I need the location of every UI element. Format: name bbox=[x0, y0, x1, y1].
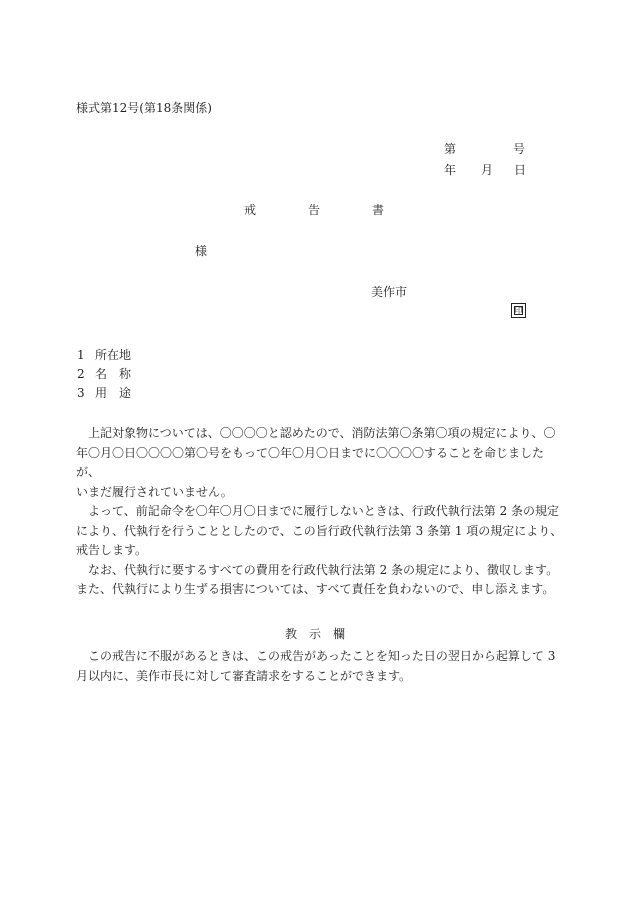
item-number: 2 bbox=[77, 367, 85, 381]
item-number: 3 bbox=[77, 386, 85, 400]
property-items-list bbox=[77, 346, 131, 403]
seal-icon bbox=[511, 303, 526, 318]
body-paragraphs: 上記対象物については、〇〇〇〇と認めたので、消防法第〇条第〇項の規定により、〇 年〇月〇日〇〇〇〇第〇号をもって〇年〇月〇日までに〇〇〇〇することを命じましたが、 いまだ履行されていません。 よって、前記命令を〇年〇月〇日までに履行しないときは、行政代執行法第 2 条の規定 により、代執行を行うこととしたので、この旨行政代執行法第 3 条第 1 項の規定により、 戒告します。 なお、代執行に要するすべての費用を行政代執行法第 2 条の規定により、徴収します。 また、代執行により生ずる損害については、すべて責任を負わないので、申し添えます。 bbox=[76, 426, 563, 596]
title-char-3: 書 bbox=[372, 203, 385, 217]
notice-section-title: 教 示 欄 bbox=[285, 627, 346, 641]
form-number: 様式第12号(第18条関係) bbox=[76, 101, 212, 115]
date-month-label: 月 bbox=[481, 163, 494, 177]
list-item bbox=[77, 346, 131, 365]
addressee-honorific: 様 bbox=[195, 244, 208, 258]
document-title bbox=[244, 204, 384, 216]
date-day-label: 日 bbox=[514, 163, 527, 177]
title-char-1: 戒 bbox=[244, 203, 257, 217]
list-item bbox=[77, 365, 131, 384]
list-item bbox=[77, 384, 131, 403]
seal-char: 印 bbox=[514, 306, 523, 315]
item-number: 1 bbox=[77, 348, 85, 362]
item-label: 名 称 bbox=[95, 367, 132, 381]
notice-text: この戒告に不服があるときは、この戒告があったことを知った日の翌日から起算して 3 月以内に、美作市長に対して審査請求をすることができます。 bbox=[76, 649, 556, 683]
item-label: 用 途 bbox=[95, 386, 132, 400]
number-suffix: 号 bbox=[513, 142, 526, 156]
issuer-name: 美作市 bbox=[371, 285, 408, 299]
title-char-2: 告 bbox=[308, 203, 321, 217]
date-year-label: 年 bbox=[444, 163, 457, 177]
number-prefix: 第 bbox=[444, 142, 457, 156]
item-label: 所在地 bbox=[95, 348, 132, 362]
